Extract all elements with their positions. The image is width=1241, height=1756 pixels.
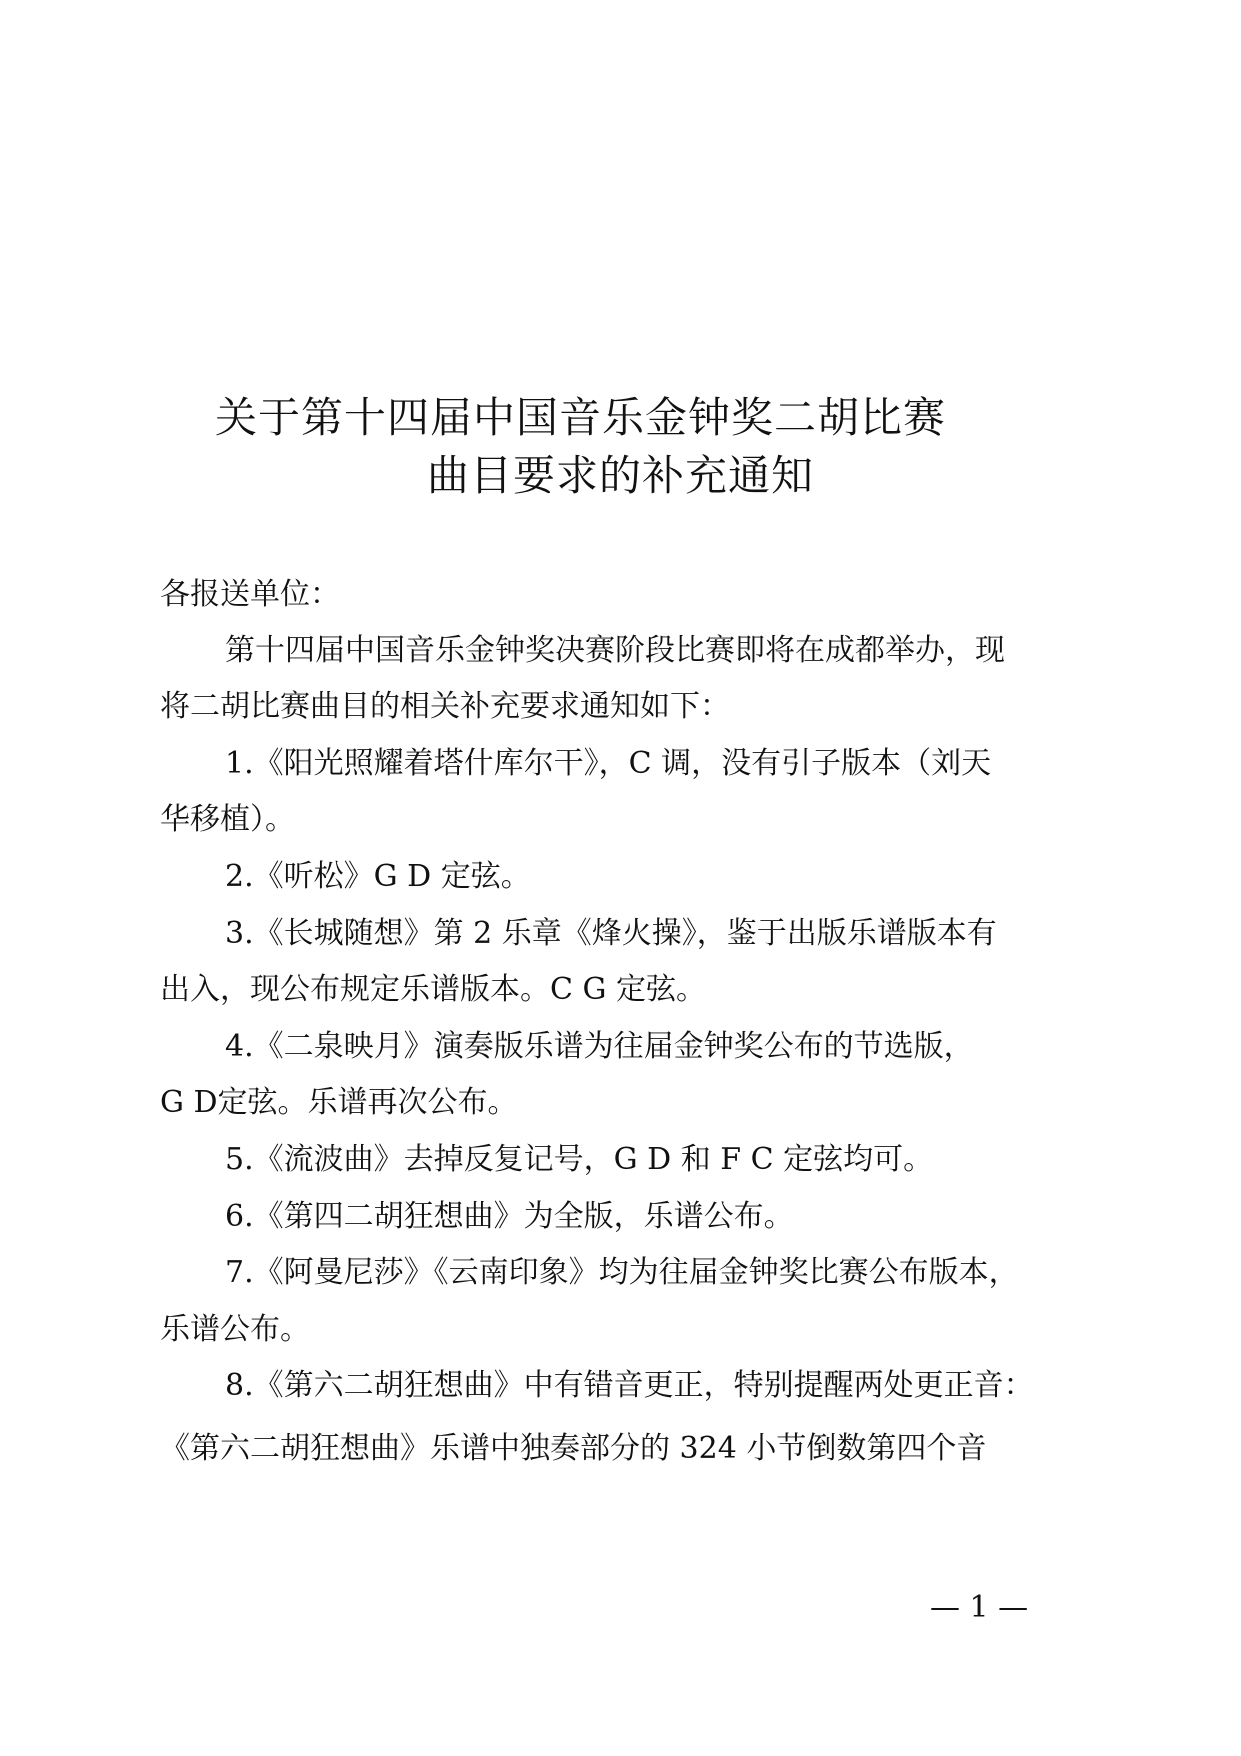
item-5-line: 5.《流波曲》去掉反复记号，G D 和 F C 定弦均可。 <box>225 1142 934 1177</box>
item-1-line-2: 华移植）。 <box>160 802 295 837</box>
document-title-line-1: 关于第十四届中国音乐金钟奖二胡比赛 <box>214 393 946 442</box>
item-4-line-2: G D定弦。乐谱再次公布。 <box>160 1085 518 1120</box>
item-3-line-1: 3.《长城随想》第 2 乐章《烽火操》，鉴于出版乐谱版本有 <box>225 916 997 951</box>
item-1-line-1: 1.《阳光照耀着塔什库尔干》，C 调，没有引子版本（刘天 <box>225 746 992 781</box>
body-line-2: 将二胡比赛曲目的相关补充要求通知如下： <box>160 689 730 724</box>
page-number: — 1 — <box>930 1590 1029 1625</box>
body-line-1: 第十四届中国音乐金钟奖决赛阶段比赛即将在成都举办，现 <box>225 633 1005 668</box>
document-title-line-2: 曲目要求的补充通知 <box>426 451 814 500</box>
correction-line: 《第六二胡狂想曲》乐谱中独奏部分的 324 小节倒数第四个音 <box>160 1431 987 1466</box>
item-4-line-1: 4.《二泉映月》演奏版乐谱为往届金钟奖公布的节选版， <box>225 1029 974 1064</box>
item-2-line: 2.《听松》G D 定弦。 <box>225 859 531 894</box>
item-7-line-1: 7.《阿曼尼莎》《云南印象》均为往届金钟奖比赛公布版本， <box>225 1255 1019 1290</box>
item-7-line-2: 乐谱公布。 <box>160 1312 310 1347</box>
item-8-line: 8.《第六二胡狂想曲》中有错音更正，特别提醒两处更正音： <box>225 1368 1034 1403</box>
salutation: 各报送单位： <box>160 577 340 612</box>
item-3-line-2: 出入，现公布规定乐谱版本。C G 定弦。 <box>160 972 706 1007</box>
item-6-line: 6.《第四二胡狂想曲》为全版，乐谱公布。 <box>225 1199 794 1234</box>
